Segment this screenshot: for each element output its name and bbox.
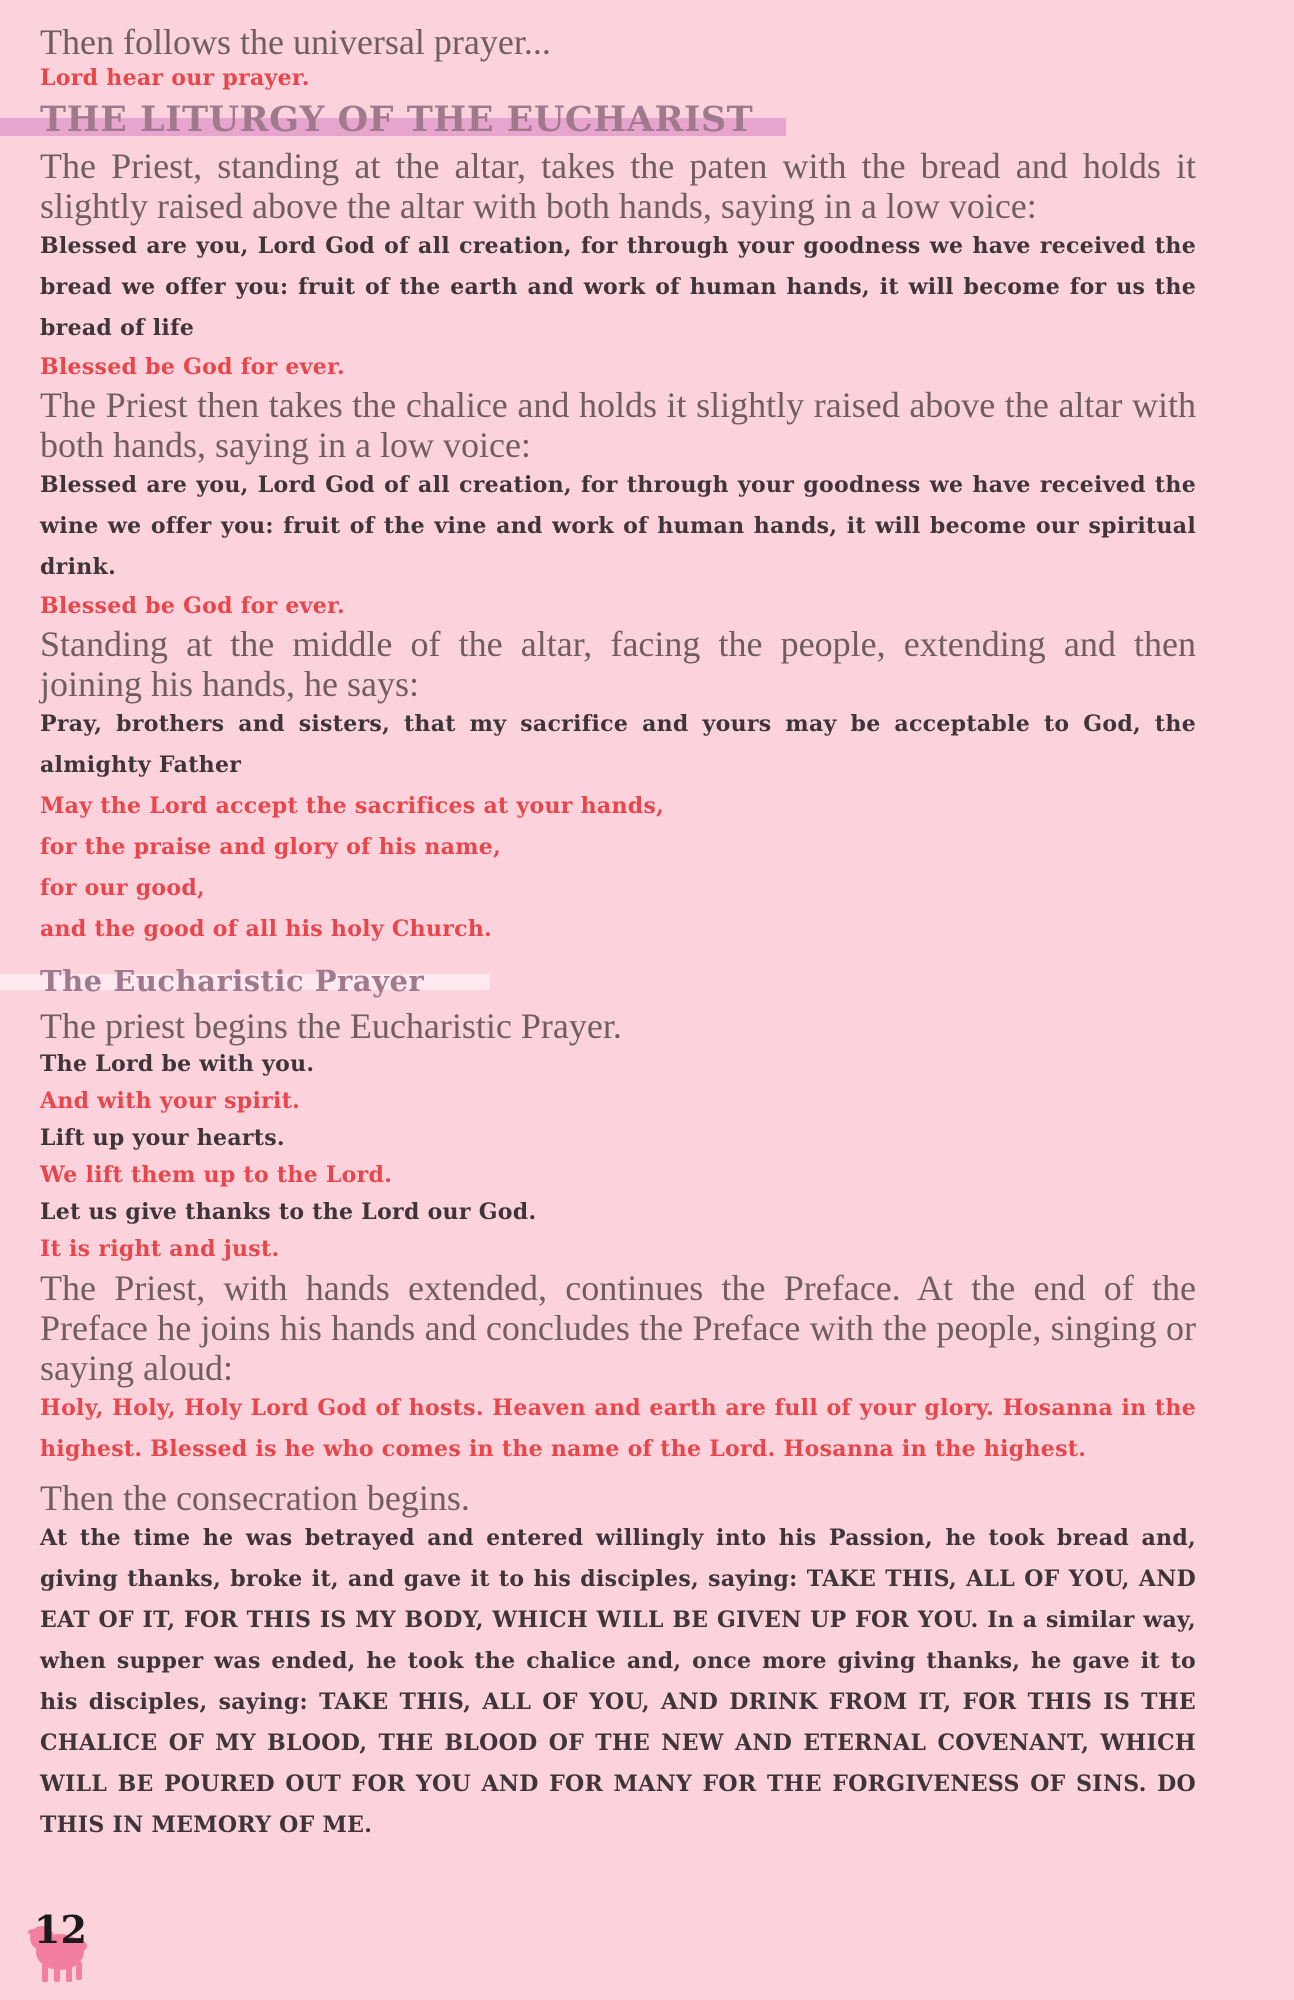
response-line: for our good, [40,875,205,901]
booklet-page [40,22,1196,1846]
bread-rubric: The Priest, standing at the altar, takes the paten with the bread and holds it slightly raised above the altar with both hands, saying in a low voice: [40,146,1196,226]
universal-prayer-response: Lord hear our prayer. [40,65,310,91]
response-line: May the Lord accept the sacrifices at your hands, [40,793,665,819]
pray-rubric: Standing at the middle of the altar, facing the people, extending and then joining his hands, he says: [40,624,1196,704]
wine-rubric: The Priest then takes the chalice and holds it slightly raised above the altar with both hands, saying in a low voice: [40,385,1196,465]
priest-line: The Lord be with you. [40,1051,315,1077]
people-line: And with your spirit. [40,1088,301,1114]
wine-prayer: Blessed are you, Lord God of all creation, for through your goodness we have received the wine we offer you: fruit of the vine and work of human hands, it will become our spiritual drink. [40,472,1196,580]
preface-rubric: The Priest, with hands extended, continues the Preface. At the end of the Preface he joins his hands and concludes the Preface with the people, singing or saying aloud: [40,1268,1196,1388]
consecration-text: At the time he was betrayed and entered willingly into his Passion, he took bread and, giving thanks, broke it, and gave it to his disciples, saying: TAKE THIS, ALL OF YOU, AND EAT OF IT, FOR THIS IS MY BODY, WHICH WILL BE GIVEN UP FOR YOU. In a similar way, when supper was ended, he took the chalice and, once more giving thanks, he gave it to his disciples, saying: TAKE THIS, ALL OF YOU, AND DRINK FROM IT, FOR THIS IS THE CHALICE OF MY BLOOD, THE BLOOD OF THE NEW AND ETERNAL COVENANT, WHICH WILL BE POURED OUT FOR YOU AND FOR MANY FOR THE FORGIVENESS OF SINS. DO THIS IN MEMORY OF ME. [40,1525,1196,1838]
priest-line: Lift up your hearts. [40,1125,285,1151]
eucharistic-rubric: The priest begins the Eucharistic Prayer. [40,1006,622,1046]
bread-response: Blessed be God for ever. [40,354,345,380]
liturgy-heading-block [40,96,1196,144]
people-line: We lift them up to the Lord. [40,1162,393,1188]
sanctus: Holy, Holy, Holy Lord God of hosts. Heaven and earth are full of your glory. Hosanna in the highest. Blessed is he who comes in the name of the Lord. Hosanna in the highest. [40,1395,1196,1462]
response-line: and the good of all his holy Church. [40,916,493,942]
preface-dialogue [40,1046,1196,1268]
consecration-rubric: Then the consecration begins. [40,1478,470,1518]
wine-response: Blessed be God for ever. [40,593,345,619]
eucharistic-heading-block [40,958,1196,1004]
section-heading: THE LITURGY OF THE EUCHARIST [40,99,754,140]
priest-line: Let us give thanks to the Lord our God. [40,1199,537,1225]
pray-prayer: Pray, brothers and sisters, that my sacrifice and yours may be acceptable to God, the almighty Father [40,711,1196,778]
section-subheading: The Eucharistic Prayer [40,964,425,998]
page-footer [20,1908,90,1988]
pray-response [40,786,1196,950]
universal-prayer-rubric: Then follows the universal prayer... [40,22,551,62]
bread-prayer: Blessed are you, Lord God of all creation, for through your goodness we have received the bread we offer you: fruit of the earth and work of human hands, it will become for us the bread of life [40,233,1196,341]
response-line: for the praise and glory of his name, [40,834,502,860]
people-line: It is right and just. [40,1236,280,1262]
page-number: 12 [34,1907,87,1952]
